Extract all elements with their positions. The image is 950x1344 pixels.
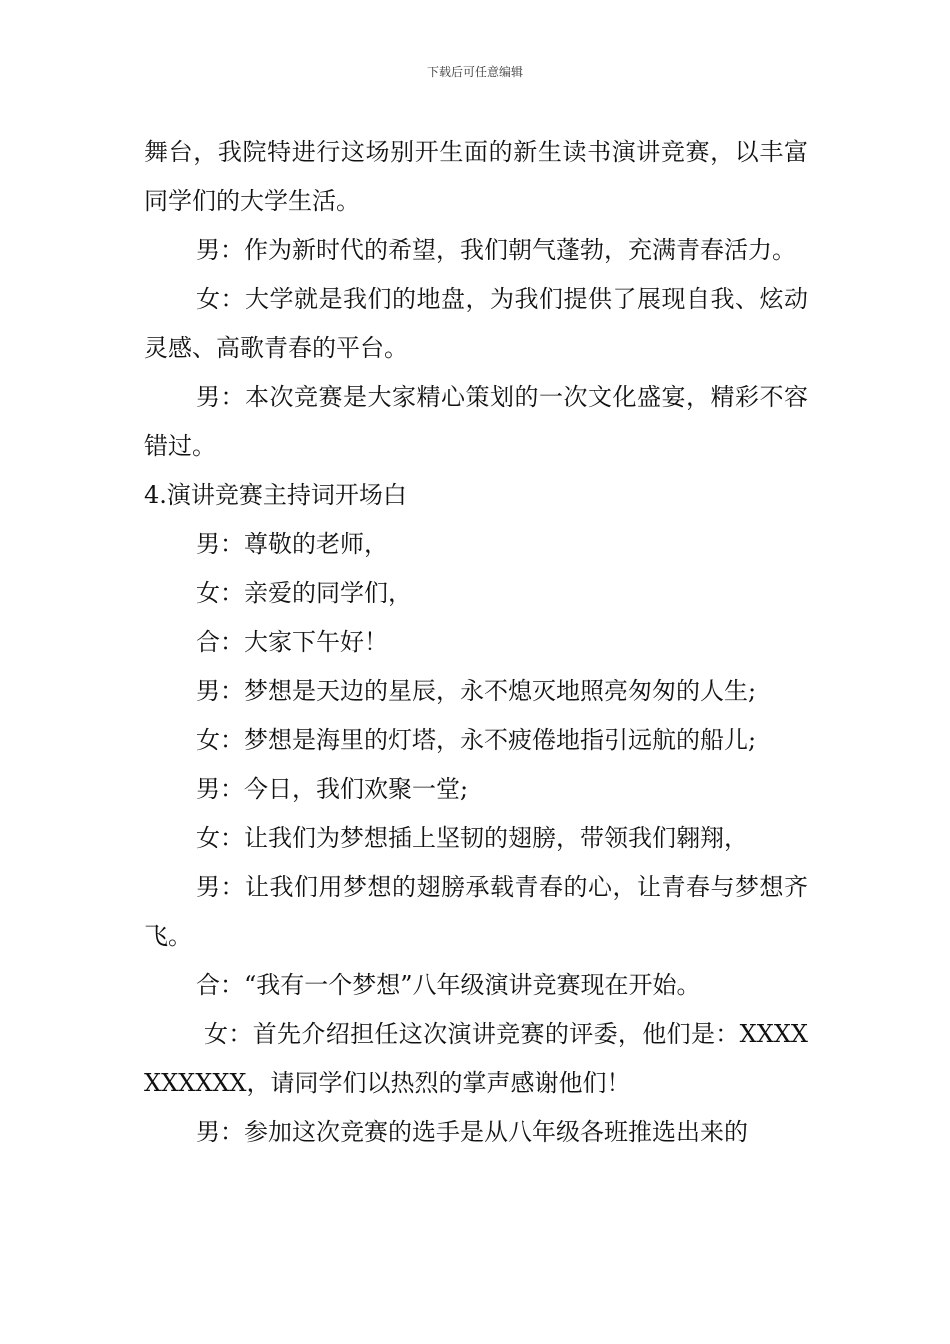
- paragraph-intro-continued: 舞台，我院特进行这场别开生面的新生读书演讲竞赛，以丰富同学们的大学生活。: [144, 138, 808, 215]
- paragraph-female-4: 女：让我们为梦想插上坚韧的翅膀，带领我们翱翔，: [196, 824, 748, 852]
- paragraph-together-1: 合：大家下午好！: [196, 628, 388, 656]
- paragraph-male-4: 男：梦想是天边的星辰，永不熄灭地照亮匆匆的人生;: [196, 677, 757, 705]
- paragraph-together-2: 合：“我有一个梦想”八年级演讲竞赛现在开始。: [196, 971, 701, 999]
- paragraph-female-2: 女：亲爱的同学们，: [196, 579, 412, 607]
- paragraph-male-7: 男：参加这次竞赛的选手是从八年级各班推选出来的: [196, 1118, 748, 1146]
- page-header: 下载后可任意编辑: [426, 65, 523, 79]
- paragraph-male-2: 男：本次竞赛是大家精心策划的一次文化盛宴，精彩不容错过。: [144, 383, 808, 460]
- document-body: [144, 128, 808, 1157]
- paragraph-female-3: 女：梦想是海里的灯塔，永不疲倦地指引远航的船儿;: [196, 726, 757, 754]
- paragraph-female-5: 女：首先介绍担任这次演讲竞赛的评委，他们是：XXXXXXXXXX，请同学们以热烈的掌声感谢他们！: [144, 1020, 808, 1097]
- paragraph-male-1: 男：作为新时代的希望，我们朝气蓬勃，充满青春活力。: [196, 236, 796, 264]
- paragraph-male-6: 男：让我们用梦想的翅膀承载青春的心，让青春与梦想齐飞。: [144, 873, 808, 950]
- paragraph-female-1: 女：大学就是我们的地盘，为我们提供了展现自我、炫动灵感、高歌青春的平台。: [144, 285, 808, 362]
- paragraph-male-3: 男：尊敬的老师，: [196, 530, 388, 558]
- section-heading: 4.演讲竞赛主持词开场白: [144, 481, 407, 509]
- paragraph-male-5: 男：今日，我们欢聚一堂;: [196, 775, 469, 803]
